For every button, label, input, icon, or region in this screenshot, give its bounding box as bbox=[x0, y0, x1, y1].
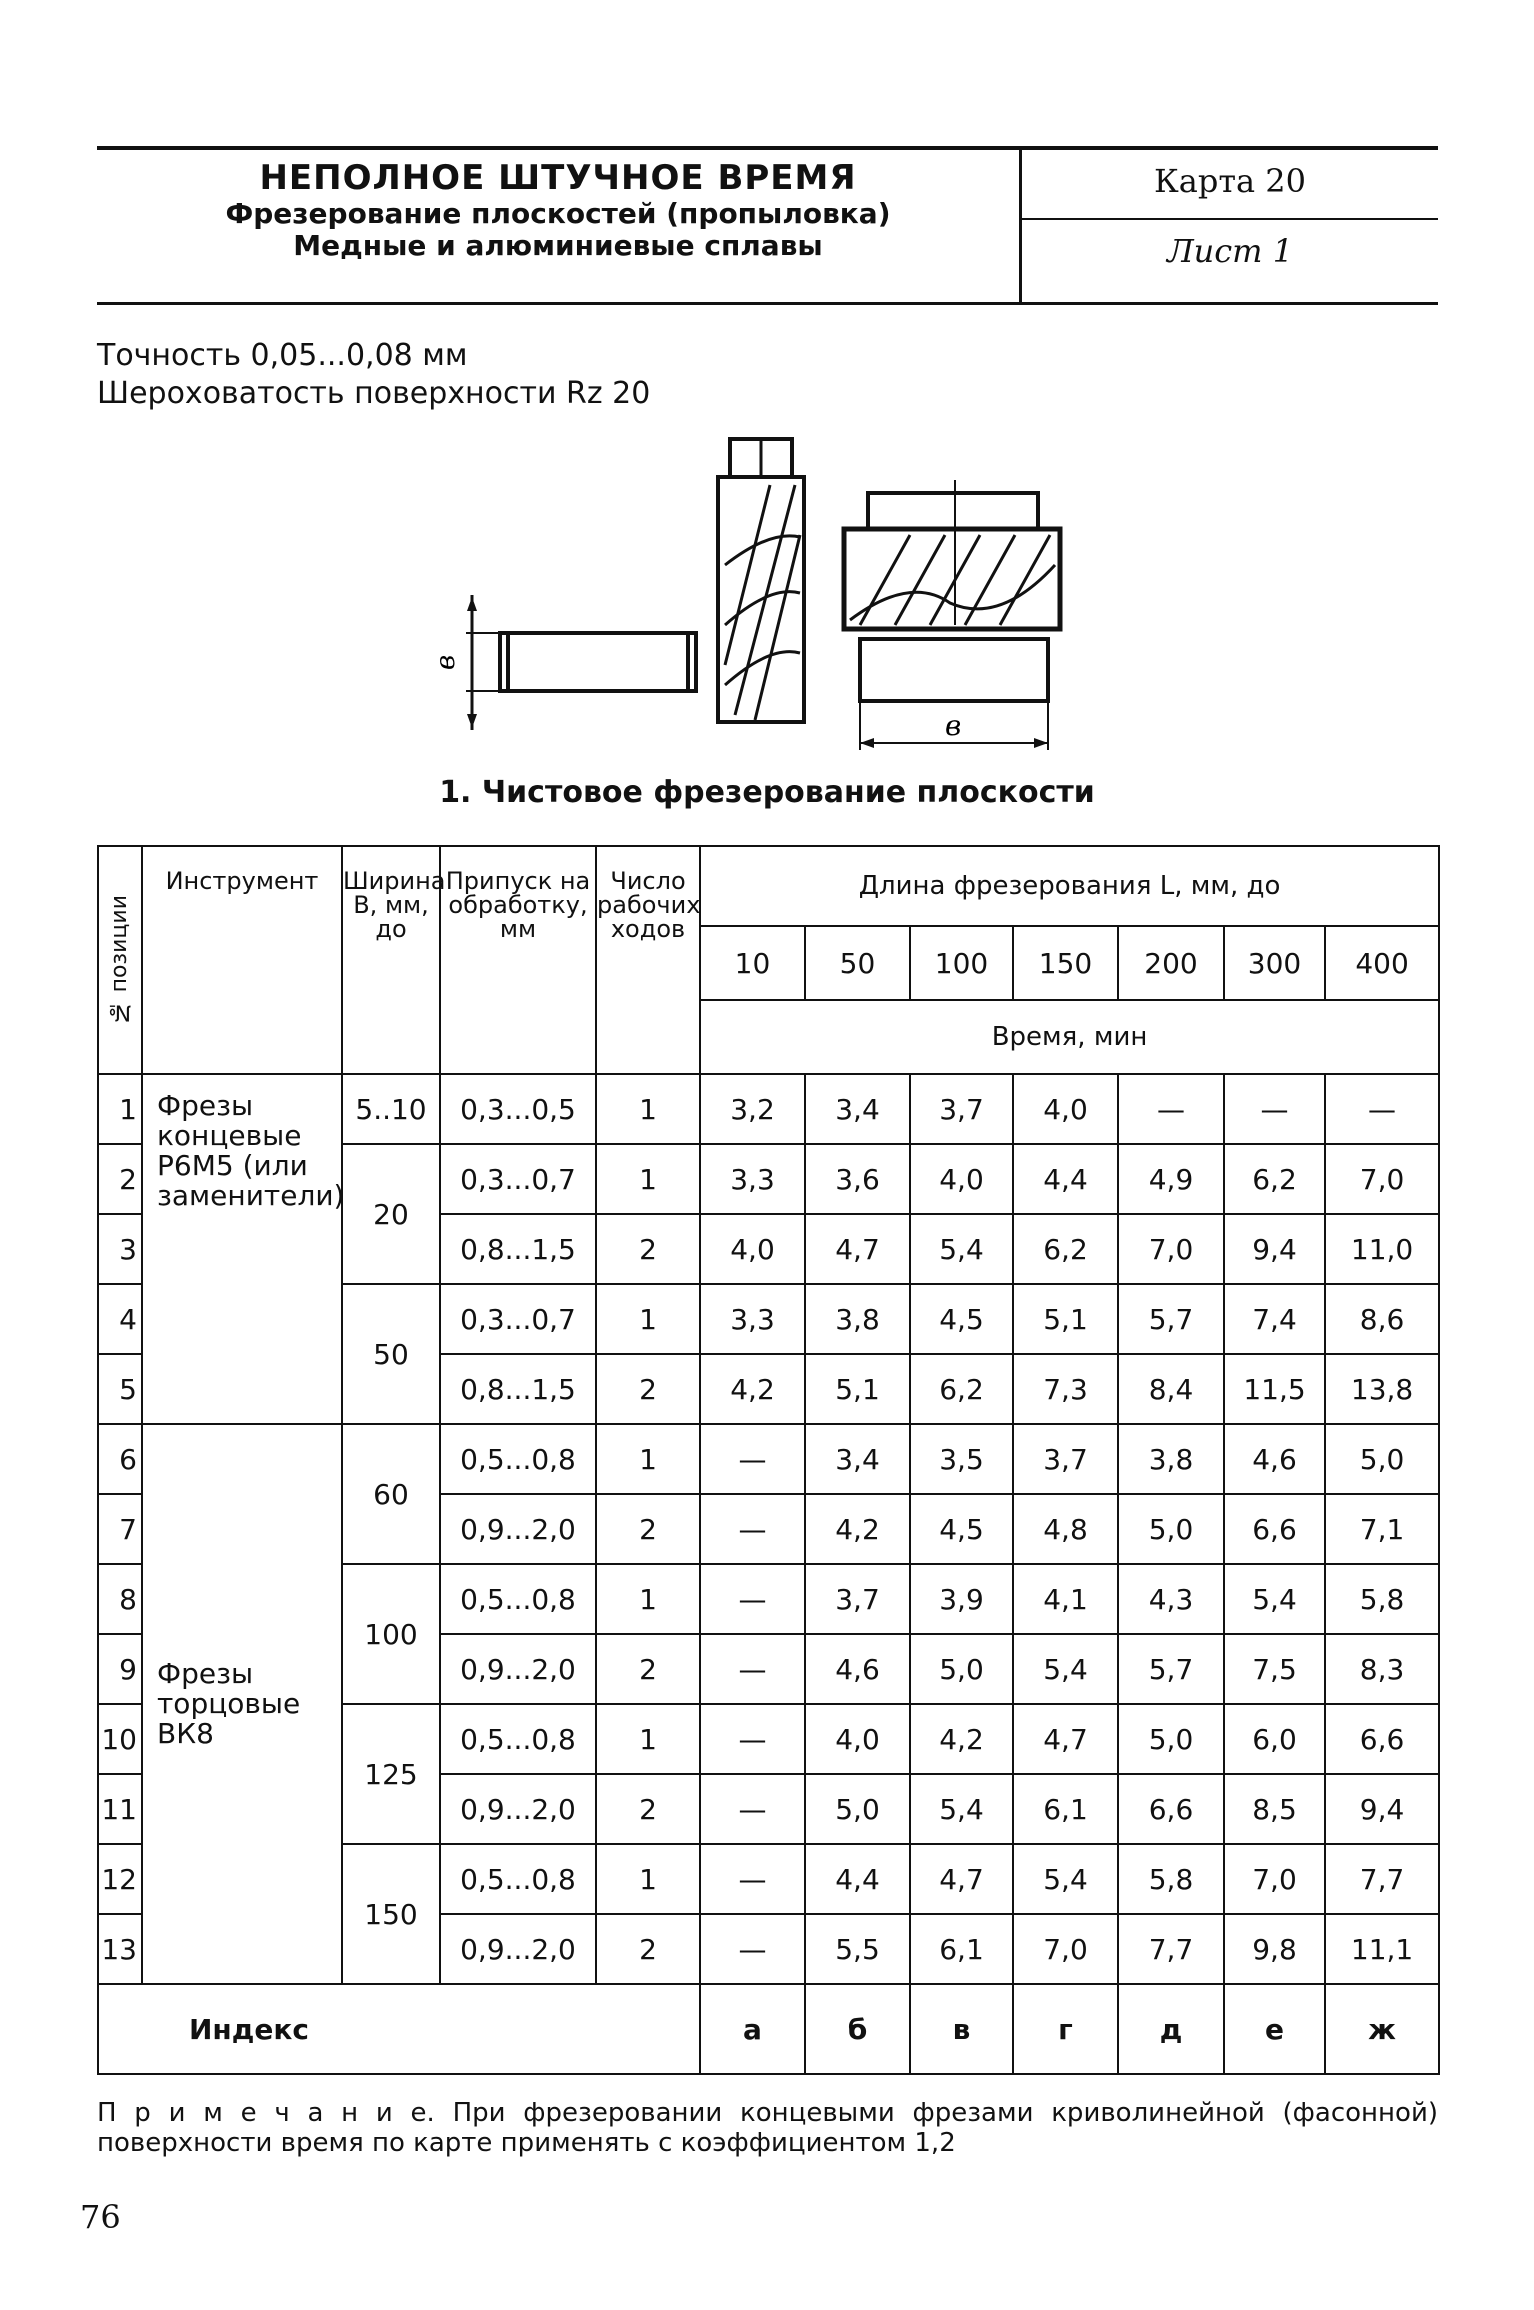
row-position: 6 bbox=[98, 1424, 142, 1494]
time-cell: 5,1 bbox=[1013, 1284, 1118, 1354]
time-cell: 4,8 bbox=[1013, 1494, 1118, 1564]
row-passes: 1 bbox=[596, 1704, 700, 1774]
time-cell: — bbox=[700, 1844, 805, 1914]
header-title-block bbox=[97, 158, 1019, 262]
header-bottom-rule bbox=[97, 302, 1438, 305]
time-cell: 8,6 bbox=[1325, 1284, 1439, 1354]
time-cell: 7,0 bbox=[1013, 1914, 1118, 1984]
time-cell: 7,7 bbox=[1118, 1914, 1224, 1984]
time-cell: 6,2 bbox=[1013, 1214, 1118, 1284]
dimension-label-left: в bbox=[431, 654, 461, 670]
time-cell: 4,0 bbox=[910, 1144, 1013, 1214]
time-cell: 5,4 bbox=[1013, 1844, 1118, 1914]
instrument-end-mill: Фрезы концевые Р6М5 (или заменители) bbox=[142, 1074, 342, 1424]
row-passes: 1 bbox=[596, 1284, 700, 1354]
time-cell: 7,7 bbox=[1325, 1844, 1439, 1914]
row-allowance: 0,3...0,5 bbox=[440, 1074, 596, 1144]
row-passes: 2 bbox=[596, 1354, 700, 1424]
time-cell: 9,4 bbox=[1325, 1774, 1439, 1844]
time-cell: 7,5 bbox=[1224, 1634, 1325, 1704]
time-cell: 11,5 bbox=[1224, 1354, 1325, 1424]
row-allowance: 0,5...0,8 bbox=[440, 1844, 596, 1914]
time-cell: — bbox=[1118, 1074, 1224, 1144]
row-passes: 1 bbox=[596, 1424, 700, 1494]
row-width: 100 bbox=[342, 1564, 440, 1704]
time-cell: 8,4 bbox=[1118, 1354, 1224, 1424]
time-cell: 5,7 bbox=[1118, 1284, 1224, 1354]
row-position: 1 bbox=[98, 1074, 142, 1144]
time-cell: 4,3 bbox=[1118, 1564, 1224, 1634]
index-cell: в bbox=[910, 1984, 1013, 2074]
row-allowance: 0,8...1,5 bbox=[440, 1214, 596, 1284]
row-allowance: 0,3...0,7 bbox=[440, 1284, 596, 1354]
page-subtitle-1: Фрезерование плоскостей (пропыловка) bbox=[225, 197, 891, 230]
time-cell: — bbox=[1224, 1074, 1325, 1144]
figure-caption: 1. Чистовое фрезерование плоскости bbox=[439, 775, 1095, 810]
time-cell: 3,7 bbox=[1013, 1424, 1118, 1494]
time-cell: — bbox=[700, 1774, 805, 1844]
time-cell: — bbox=[700, 1424, 805, 1494]
row-position: 3 bbox=[98, 1214, 142, 1284]
time-cell: 7,0 bbox=[1118, 1214, 1224, 1284]
time-cell: 3,3 bbox=[700, 1284, 805, 1354]
time-table bbox=[97, 845, 1440, 2075]
time-cell: 4,0 bbox=[805, 1704, 910, 1774]
card-divider bbox=[1022, 218, 1438, 220]
time-cell: 4,9 bbox=[1118, 1144, 1224, 1214]
dimension-label-bottom: в bbox=[945, 709, 962, 742]
time-cell: 3,2 bbox=[700, 1074, 805, 1144]
time-cell: 4,6 bbox=[1224, 1424, 1325, 1494]
time-cell: 3,8 bbox=[1118, 1424, 1224, 1494]
row-position: 4 bbox=[98, 1284, 142, 1354]
length-col: 150 bbox=[1013, 926, 1118, 1000]
row-position: 9 bbox=[98, 1634, 142, 1704]
time-cell: 7,0 bbox=[1224, 1844, 1325, 1914]
row-allowance: 0,8...1,5 bbox=[440, 1354, 596, 1424]
row-position: 2 bbox=[98, 1144, 142, 1214]
time-cell: 4,7 bbox=[805, 1214, 910, 1284]
index-cell: а bbox=[700, 1984, 805, 2074]
time-cell: — bbox=[700, 1564, 805, 1634]
time-cell: 4,7 bbox=[910, 1844, 1013, 1914]
milling-diagram bbox=[431, 425, 1080, 765]
time-cell: 5,0 bbox=[805, 1774, 910, 1844]
time-cell: 5,5 bbox=[805, 1914, 910, 1984]
row-position: 11 bbox=[98, 1774, 142, 1844]
row-width: 5..10 bbox=[342, 1074, 440, 1144]
header-passes: Число рабочих ходов bbox=[596, 846, 700, 1074]
row-passes: 1 bbox=[596, 1564, 700, 1634]
row-passes: 2 bbox=[596, 1914, 700, 1984]
index-cell: ж bbox=[1325, 1984, 1439, 2074]
row-width: 20 bbox=[342, 1144, 440, 1284]
time-cell: 13,8 bbox=[1325, 1354, 1439, 1424]
time-cell: 6,6 bbox=[1325, 1704, 1439, 1774]
accuracy-text: Точность 0,05...0,08 мм bbox=[97, 338, 468, 373]
footnote: П р и м е ч а н и е. При фрезеровании концевыми фрезами криволинейной (фасонной) поверхности время по карте применять с коэффициентом 1,2 bbox=[97, 2098, 1438, 2158]
length-col: 100 bbox=[910, 926, 1013, 1000]
time-cell: — bbox=[700, 1494, 805, 1564]
time-cell: 4,7 bbox=[1013, 1704, 1118, 1774]
time-cell: 3,9 bbox=[910, 1564, 1013, 1634]
time-cell: 4,2 bbox=[805, 1494, 910, 1564]
instrument-face-mill: Фрезы торцовые ВК8 bbox=[142, 1424, 342, 1984]
time-cell: 8,3 bbox=[1325, 1634, 1439, 1704]
index-cell: б bbox=[805, 1984, 910, 2074]
time-cell: 5,4 bbox=[1013, 1634, 1118, 1704]
time-cell: — bbox=[700, 1914, 805, 1984]
row-width: 125 bbox=[342, 1704, 440, 1844]
time-cell: — bbox=[1325, 1074, 1439, 1144]
page-number: 76 bbox=[80, 2198, 121, 2236]
row-allowance: 0,3...0,7 bbox=[440, 1144, 596, 1214]
time-cell: 5,0 bbox=[1325, 1424, 1439, 1494]
time-cell: 3,7 bbox=[805, 1564, 910, 1634]
time-cell: 6,6 bbox=[1118, 1774, 1224, 1844]
time-cell: 6,0 bbox=[1224, 1704, 1325, 1774]
page-title: НЕПОЛНОЕ ШТУЧНОЕ ВРЕМЯ bbox=[259, 158, 857, 198]
row-passes: 2 bbox=[596, 1634, 700, 1704]
time-cell: 6,1 bbox=[910, 1914, 1013, 1984]
time-cell: 11,0 bbox=[1325, 1214, 1439, 1284]
row-position: 13 bbox=[98, 1914, 142, 1984]
time-cell: 11,1 bbox=[1325, 1914, 1439, 1984]
index-label: Индекс bbox=[98, 1984, 700, 2074]
time-cell: 5,8 bbox=[1118, 1844, 1224, 1914]
time-cell: 3,6 bbox=[805, 1144, 910, 1214]
time-cell: 5,0 bbox=[1118, 1704, 1224, 1774]
header-width: Ширина В, мм, до bbox=[342, 846, 440, 1074]
time-cell: 4,0 bbox=[1013, 1074, 1118, 1144]
time-cell: 9,4 bbox=[1224, 1214, 1325, 1284]
time-cell: 6,2 bbox=[1224, 1144, 1325, 1214]
row-width: 50 bbox=[342, 1284, 440, 1424]
index-cell: е bbox=[1224, 1984, 1325, 2074]
row-allowance: 0,9...2,0 bbox=[440, 1634, 596, 1704]
time-cell: 4,2 bbox=[910, 1704, 1013, 1774]
time-cell: 3,7 bbox=[910, 1074, 1013, 1144]
table-row bbox=[98, 1074, 1439, 1144]
time-cell: 7,1 bbox=[1325, 1494, 1439, 1564]
time-cell: 3,8 bbox=[805, 1284, 910, 1354]
row-passes: 2 bbox=[596, 1214, 700, 1284]
time-cell: 6,2 bbox=[910, 1354, 1013, 1424]
index-cell: г bbox=[1013, 1984, 1118, 2074]
row-position: 7 bbox=[98, 1494, 142, 1564]
index-row bbox=[98, 1984, 1439, 2074]
time-cell: 7,4 bbox=[1224, 1284, 1325, 1354]
time-cell: 5,1 bbox=[805, 1354, 910, 1424]
row-allowance: 0,9...2,0 bbox=[440, 1914, 596, 1984]
time-cell: 6,1 bbox=[1013, 1774, 1118, 1844]
time-cell: 4,1 bbox=[1013, 1564, 1118, 1634]
time-cell: 4,6 bbox=[805, 1634, 910, 1704]
time-cell: 4,4 bbox=[1013, 1144, 1118, 1214]
time-cell: 4,0 bbox=[700, 1214, 805, 1284]
row-position: 8 bbox=[98, 1564, 142, 1634]
time-cell: 7,3 bbox=[1013, 1354, 1118, 1424]
time-cell: 6,6 bbox=[1224, 1494, 1325, 1564]
row-width: 150 bbox=[342, 1844, 440, 1984]
row-position: 5 bbox=[98, 1354, 142, 1424]
time-cell: 7,0 bbox=[1325, 1144, 1439, 1214]
index-cell: д bbox=[1118, 1984, 1224, 2074]
length-col: 300 bbox=[1224, 926, 1325, 1000]
length-col: 400 bbox=[1325, 926, 1439, 1000]
header-top-rule bbox=[97, 146, 1438, 150]
time-cell: 3,4 bbox=[805, 1074, 910, 1144]
sheet-number: Лист 1 bbox=[1166, 232, 1294, 270]
row-passes: 2 bbox=[596, 1774, 700, 1844]
header-allowance: Припуск на обработку, мм bbox=[440, 846, 596, 1074]
row-passes: 2 bbox=[596, 1494, 700, 1564]
row-passes: 1 bbox=[596, 1074, 700, 1144]
row-allowance: 0,5...0,8 bbox=[440, 1564, 596, 1634]
card-number: Карта 20 bbox=[1154, 162, 1306, 200]
time-cell: — bbox=[700, 1634, 805, 1704]
time-cell: 5,7 bbox=[1118, 1634, 1224, 1704]
time-cell: 3,5 bbox=[910, 1424, 1013, 1494]
header-position: № позиции bbox=[98, 846, 142, 1074]
table-row bbox=[98, 1424, 1439, 1494]
row-passes: 1 bbox=[596, 1844, 700, 1914]
header-length: Длина фрезерования L, мм, до bbox=[700, 846, 1439, 926]
time-cell: 5,4 bbox=[910, 1214, 1013, 1284]
time-cell: 4,4 bbox=[805, 1844, 910, 1914]
time-cell: 3,3 bbox=[700, 1144, 805, 1214]
row-allowance: 0,9...2,0 bbox=[440, 1774, 596, 1844]
row-allowance: 0,5...0,8 bbox=[440, 1704, 596, 1774]
length-col: 50 bbox=[805, 926, 910, 1000]
row-allowance: 0,9...2,0 bbox=[440, 1494, 596, 1564]
roughness-text: Шероховатость поверхности Rz 20 bbox=[97, 376, 651, 411]
time-cell: — bbox=[700, 1704, 805, 1774]
time-cell: 4,5 bbox=[910, 1494, 1013, 1564]
time-cell: 4,5 bbox=[910, 1284, 1013, 1354]
time-cell: 5,8 bbox=[1325, 1564, 1439, 1634]
page-subtitle-2: Медные и алюминиевые сплавы bbox=[293, 229, 823, 262]
time-cell: 5,0 bbox=[1118, 1494, 1224, 1564]
row-width: 60 bbox=[342, 1424, 440, 1564]
time-cell: 5,0 bbox=[910, 1634, 1013, 1704]
time-cell: 8,5 bbox=[1224, 1774, 1325, 1844]
time-cell: 3,4 bbox=[805, 1424, 910, 1494]
row-allowance: 0,5...0,8 bbox=[440, 1424, 596, 1494]
header-instrument: Инструмент bbox=[142, 846, 342, 1074]
header-time: Время, мин bbox=[700, 1000, 1439, 1074]
row-position: 12 bbox=[98, 1844, 142, 1914]
time-cell: 4,2 bbox=[700, 1354, 805, 1424]
time-cell: 5,4 bbox=[1224, 1564, 1325, 1634]
row-passes: 1 bbox=[596, 1144, 700, 1214]
time-cell: 9,8 bbox=[1224, 1914, 1325, 1984]
length-col: 10 bbox=[700, 926, 805, 1000]
length-col: 200 bbox=[1118, 926, 1224, 1000]
row-position: 10 bbox=[98, 1704, 142, 1774]
time-cell: 5,4 bbox=[910, 1774, 1013, 1844]
